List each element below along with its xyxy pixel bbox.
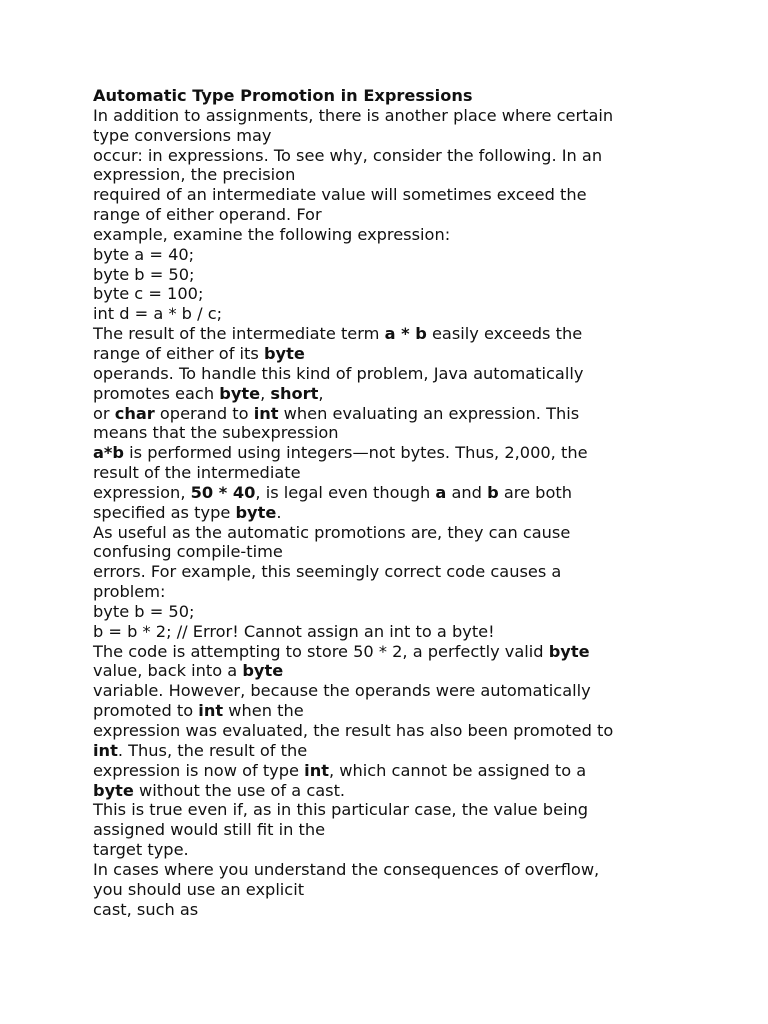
text-run: cast, such as [93,899,199,919]
text-line [93,265,713,285]
text-run: operand to [154,403,254,423]
text-line [93,900,713,920]
text-line [93,741,713,761]
text-run: promotes each [93,383,220,403]
text-line [93,721,713,741]
text-run: The result of the intermediate term [93,324,385,344]
text-line [93,106,713,126]
bold-text-run: byte [219,383,261,403]
text-run: example, examine the following expression: [93,224,451,244]
text-line [93,364,713,384]
text-run: specified as type [93,502,236,522]
bold-text-run: byte [235,502,277,522]
text-run: result of the intermediate [93,463,301,483]
bold-text-run: a * b [384,324,427,344]
text-line [93,800,713,820]
text-line [93,820,713,840]
text-run: . [276,502,282,522]
text-line [93,642,713,662]
text-run: easily exceeds the [426,324,583,344]
text-line [93,701,713,721]
text-run: In addition to assignments, there is another place where certain [93,105,614,125]
text-line [93,165,713,185]
text-run: required of an intermediate value will sometimes exceed the [93,185,587,205]
text-run: expression was evaluated, the result has also been promoted to [93,721,614,740]
bold-text-run: byte [242,661,284,681]
text-run: , is legal even though [255,482,436,502]
text-run: operands. To handle this kind of problem, Java automatically [93,363,584,383]
text-run: As useful as the automatic promotions are, they can cause [93,522,571,542]
document-page [93,86,713,919]
bold-text-run: 50 * 40 [190,482,256,502]
text-line [93,126,713,146]
text-run: , [318,383,324,403]
text-line [93,562,713,582]
document-body [93,106,713,920]
text-line [93,840,713,860]
text-line [93,245,713,265]
text-run: when evaluating an expression. This [278,403,580,423]
bold-text-run: byte [548,641,590,661]
bold-text-run: int [304,760,329,780]
text-line [93,146,713,166]
text-line [93,503,713,523]
text-run: without the use of a cast. [133,780,346,800]
bold-text-run: byte [263,343,305,363]
text-line [93,880,713,900]
text-run: assigned would still fit in the [93,820,326,840]
text-run: range of either operand. For [93,205,322,225]
text-line [93,523,713,543]
text-run: range of either of its [93,343,264,363]
text-run: and [446,482,488,502]
text-run: confusing compile-time [93,542,283,562]
text-run: or [93,403,115,423]
text-run: . Thus, the result of the [117,740,308,760]
text-run: expression, the precision [93,165,296,185]
text-line [93,404,713,424]
text-line [93,860,713,880]
text-run: byte b = 50; [93,264,195,284]
bold-text-run: a*b [93,443,124,463]
text-run: errors. For example, this seemingly correct code causes a [93,562,562,582]
text-line [93,185,713,205]
text-run: means that the subexpression [93,423,339,443]
text-run: you should use an explicit [93,879,305,899]
text-line [93,681,713,701]
text-run: are both [498,482,572,502]
text-line [93,781,713,801]
text-run: promoted to [93,701,199,721]
text-line [93,542,713,562]
text-run: type conversions may [93,125,272,145]
text-line [93,761,713,781]
text-run: byte c = 100; [93,284,204,304]
bold-text-run: b [487,482,499,502]
bold-text-run: short [270,383,319,403]
text-run: expression, [93,482,191,502]
text-run: occur: in expressions. To see why, consider the following. In an [93,145,603,165]
text-line [93,463,713,483]
text-line [93,423,713,443]
text-line [93,443,713,463]
text-run: variable. However, because the operands were automatically [93,681,591,701]
text-line [93,205,713,225]
text-line [93,602,713,622]
text-line [93,622,713,642]
text-line [93,384,713,404]
text-run: target type. [93,840,189,860]
text-run: expression is now of type [93,760,305,780]
text-run: In cases where you understand the consequences of overflow, [93,859,600,879]
bold-text-run: char [114,403,155,423]
text-run: problem: [93,582,166,602]
bold-text-run: a [435,482,447,502]
text-run: This is true even if, as in this particular case, the value being [93,800,589,820]
text-line [93,304,713,324]
text-line [93,284,713,304]
document-title: Automatic Type Promotion in Expressions [93,86,473,105]
text-run: , which cannot be assigned to a [328,760,587,780]
text-run: , [260,383,271,403]
text-line [93,344,713,364]
text-line [93,324,713,344]
text-run: when the [223,701,304,721]
text-run: b = b * 2; // Error! Cannot assign an int to a byte! [93,621,495,641]
bold-text-run: byte [93,780,134,800]
bold-text-run: int [93,740,118,760]
text-run: value, back into a [93,661,243,681]
text-line [93,483,713,503]
text-line [93,661,713,681]
text-run: int d = a * b / c; [93,304,223,324]
text-run: byte b = 50; [93,601,195,621]
bold-text-run: int [198,701,224,721]
text-line [93,225,713,245]
text-line [93,582,713,602]
text-run: byte a = 40; [93,244,195,264]
text-run: The code is attempting to store 50 * 2, a perfectly valid [93,641,549,661]
text-run: is performed using integers—not bytes. Thus, 2,000, the [123,443,588,463]
bold-text-run: int [253,403,279,423]
